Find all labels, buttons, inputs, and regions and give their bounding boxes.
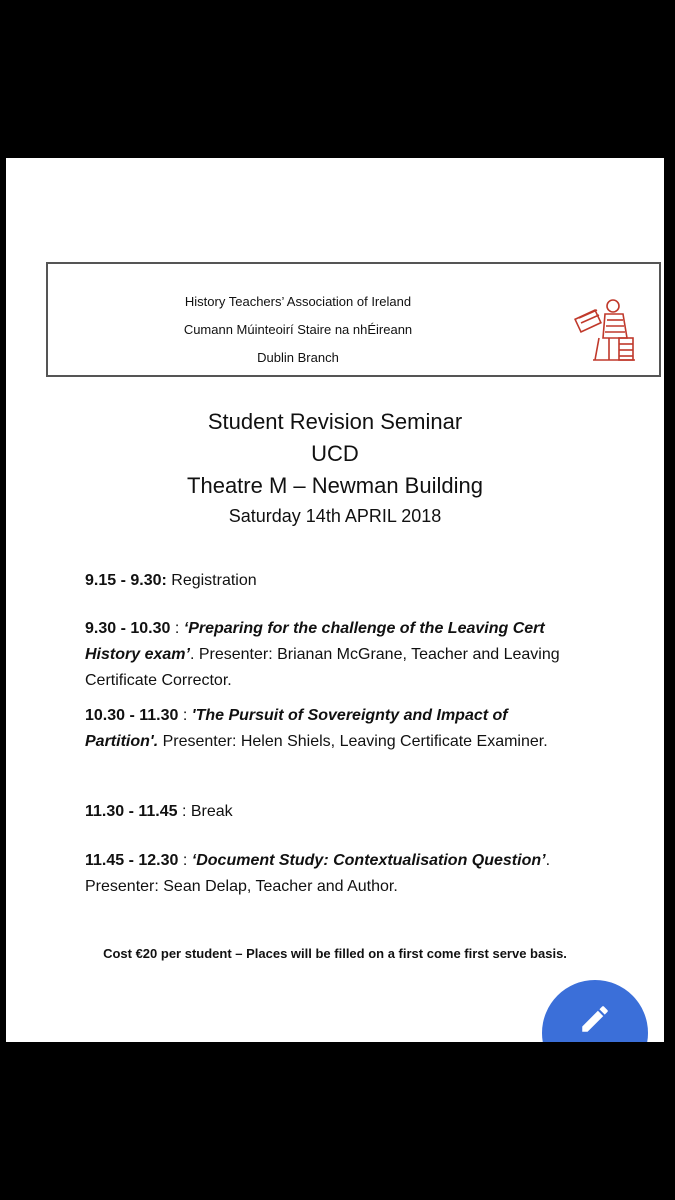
schedule-item — [85, 799, 575, 825]
schedule-item — [85, 616, 575, 694]
event-room: Theatre M – Newman Building — [187, 473, 483, 498]
org-name-irish: Cumann Múinteoirí Staire na nhÉireann — [183, 322, 413, 337]
talk-title: ‘Preparing for the challenge of the Leaving Cert History exam’ — [85, 620, 545, 663]
document-page — [6, 158, 664, 1042]
schedule-time: 11.30 - 11.45 — [85, 803, 178, 820]
header-box — [46, 262, 661, 377]
talk-title: ‘Document Study: Contextualisation Question’ — [191, 852, 546, 869]
talk-title: 'The Pursuit of Sovereignty and Impact of Partition'. — [85, 707, 508, 750]
schedule-text: . Presenter: Sean Delap, Teacher and Author. — [85, 852, 551, 895]
schedule-time: 10.30 - 11.30 — [85, 707, 179, 724]
schedule-time: 9.30 - 10.30 — [85, 620, 171, 637]
schedule-text: Registration — [166, 572, 257, 589]
edit-fab-button[interactable] — [542, 980, 648, 1042]
org-name-english: History Teachers’ Association of Ireland — [184, 294, 412, 309]
pencil-icon — [578, 1002, 612, 1036]
schedule-time: 9.15 - 9.30: — [85, 572, 167, 589]
schedule-separator: : — [177, 803, 191, 820]
event-venue: UCD — [311, 441, 359, 466]
seal-logo-icon — [573, 294, 643, 364]
schedule-separator: : — [178, 852, 192, 869]
schedule-separator: : — [178, 707, 192, 724]
event-date: Saturday 14th APRIL 2018 — [228, 506, 442, 526]
schedule-time: 11.45 - 12.30 — [85, 852, 179, 869]
schedule-item — [85, 703, 575, 755]
schedule-item — [85, 568, 575, 594]
event-title: Student Revision Seminar — [207, 409, 463, 434]
branch-name: Dublin Branch — [257, 350, 339, 365]
schedule-text: Presenter: Helen Shiels, Leaving Certificate Examiner. — [158, 733, 548, 750]
schedule-separator: : — [170, 620, 184, 637]
schedule-text: . Presenter: Brianan McGrane, Teacher and Leaving Certificate Corrector. — [85, 646, 560, 689]
cost-note: Cost €20 per student – Places will be filled on a first come first serve basis. — [103, 946, 567, 961]
event-heading — [6, 406, 664, 530]
schedule-item — [85, 848, 575, 900]
schedule-text: Break — [190, 803, 233, 820]
